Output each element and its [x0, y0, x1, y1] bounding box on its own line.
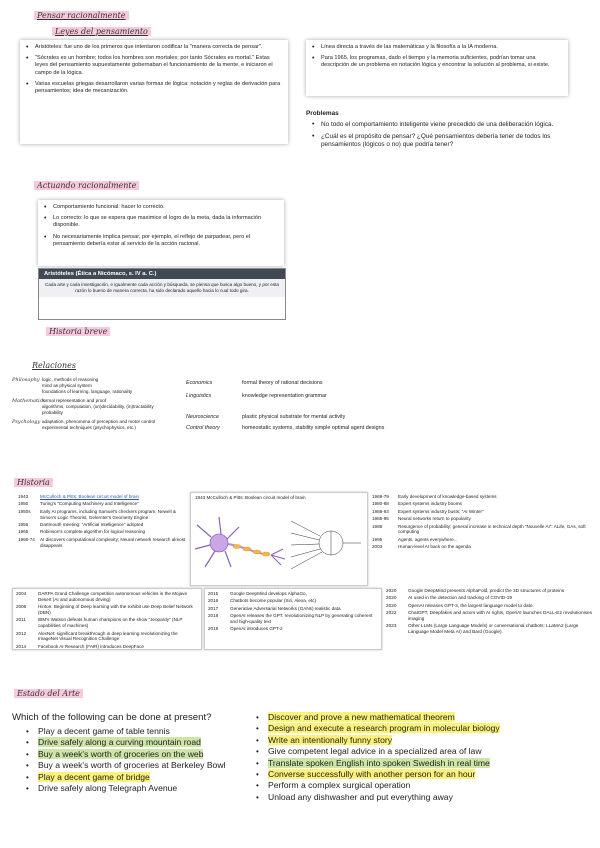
timeline-entry: 2016 Chatbots become popular (Siri, Alexa, etc) [208, 598, 317, 604]
timeline-entry: 1988 Resurgence of probability; general increase in technical depth "Nouvelle AI": ALife, GAs, soft computing [372, 523, 586, 535]
estado-item: • Play a decent game of bridge [26, 772, 256, 783]
relacion-mathematics: Mathematics formal representation and proof algorithms, computation, (un)decidability, (in)tractability probability [12, 398, 154, 415]
estado-item: • Give competent legal advice in a specialized area of law [256, 746, 596, 757]
relacion-psychology: Psychology adaptation, phenomena of perception and motor control experimental techniques (psychophysics, etc.) [12, 419, 156, 430]
heading-pensar-racionalmente: Pensar racionalmente [34, 11, 129, 20]
leyes-left-item: • Varias escuelas griegas desarrollaron varias formas de lógica: notación y reglas de derivación para pensamientos; idea de mecanización. [26, 81, 282, 95]
timeline-entry: 2018 OpenAI releases the GPT. revolutionizing NLP by generating coherent and high-quality text [208, 613, 373, 624]
timeline-entry: 2011 IBM's Watson defeats human champions on the show "Jeopardy" (NLP capabilities of machines) [16, 617, 183, 629]
estado-item: • Buy a week's worth of groceries on the web [26, 749, 256, 760]
estado-item: • Play a decent game of table tennis [26, 726, 256, 737]
neuron-slide [190, 492, 368, 586]
recent-timeline-c [386, 588, 592, 654]
actuar-item: • No necesariamente implica pensar, por ejemplo, el reflejo de parpadear, pero el pensamiento debería estar al servicio de la acción racional. [44, 234, 278, 248]
leyes-left-item: • "Sócrates es un hombre; todos los hombres son mortales; por tanto Sócrates es mortal." Estas leyes del pensamiento supuestamente gobernaban el funcionamiento de la mente, e iniciaron el campo de la lógica. [26, 55, 282, 77]
timeline-entry: 1980-88 Expert systems industry booms [372, 501, 462, 507]
timeline-entry: 2004 DARPA Grand Challenge competition autonomous vehicles in the Mojave Desert (AI and autonomous driving) [16, 591, 188, 602]
timeline-entry: 2020 AI used in the detection and tracking of COVID-19 [386, 595, 512, 601]
timeline-entry: 1943 McCulloch & Pitts: Boolean circuit model of brain [18, 494, 140, 499]
relacion-neuroscience: Neuroscience plastic physical substrate for mental activity [186, 414, 346, 420]
leyes-right-panel [306, 40, 568, 96]
estado-item: • Design and execute a research program in molecular biology [256, 723, 596, 734]
estado-item: • Buy a week's worth of groceries at Berkeley Bowl [26, 760, 256, 771]
relaciones-left [12, 377, 187, 431]
actuar-item: • Comportamiento funcional: hacer lo correcto. [44, 204, 278, 211]
heading-estado-del-arte: Estado del Arte [14, 689, 83, 698]
problemas-item: • No todo el comportamiento inteligente viene precedido de una deliberación lógica. [312, 121, 568, 129]
problemas-item: • ¿Cuál es el propósito de pensar? ¿Qué pensamientos debería tener de todos los pensamientos (lógicos o no) que podría tener? [312, 133, 568, 149]
timeline-entry: 1950 Turing's "Computing Machinery and Intelligence" [18, 501, 139, 507]
relacion-economics: Economics formal theory of rational decisions [186, 380, 323, 386]
leyes-left-panel [20, 40, 288, 144]
timeline-entry: 2019 OpenAI introduces GPT-2 [208, 626, 283, 632]
timeline-entry: 2012 AlexNet: significant breakthrough in deep learning revolutionizing the ImageNet Visual Recognition Challenge [16, 630, 178, 642]
timeline-left [18, 494, 188, 550]
timeline-entry: 1969-79 Early development of knowledge-based systems [372, 494, 497, 499]
quote-text: Cada arte y cada investigación, e igualmente cada acción y búsqueda, se piensa que busca algo bueno, y por esta razón lo bueno de manera correcta, ha sido declarado aquello hacia lo cual todo gira. [39, 279, 285, 297]
neuron-slide-title: 1943 McCulloch & Pitts: Boolean circuit model of brain [195, 495, 306, 500]
timeline-entry: 1956 Dartmouth meeting: "Artificial Intelligence" adopted [18, 521, 144, 527]
actuar-item: • Lo correcto: lo que se espera que maximice el logro de la meta, dada la información disponible. [44, 215, 278, 229]
timeline-entry: 2014 Facebook AI Research (FAIR) introduces DeepFace [16, 643, 144, 649]
estado-item: • Write an intentionally funny story [256, 735, 596, 746]
relaciones-right [186, 380, 386, 432]
estado-right-list [256, 712, 596, 803]
timeline-right [372, 494, 592, 552]
timeline-entry: 2015 Google DeepMind develops AlphaGo, [208, 591, 307, 596]
timeline-entry: 1995 Agents, agents everywhere... [372, 536, 458, 542]
timeline-entry: 1950s Early AI programs, including Samuel's checkers program, Newell & Simon's Logic Theorist, Gelernter's Geometry Engine [18, 508, 176, 520]
heading-historia-breve: Historia breve [46, 327, 110, 336]
quote-box [38, 268, 286, 320]
timeline-entry: 1988-93 Expert systems industry busts: "AI Winter" [372, 508, 484, 514]
relacion-linguistics: Linguistics knowledge representation grammar [186, 393, 327, 399]
quote-header: Aristóteles (Ética a Nicómaco, s. IV a. C.) [39, 269, 285, 279]
timeline-entry: 2017 Generative Adversarial Networks (GANs) realistic data [208, 605, 341, 611]
timeline-entry: 2022 ChatGPT, Deepfakes and actors with AI rights, OpenAI launches DALL-E2 revolutionises imaging [386, 610, 592, 621]
estado-left-list [26, 726, 256, 794]
timeline-entry: 1965 Robinson's complete algorithm for logical reasoning [18, 529, 146, 535]
leyes-left-item: • Aristóteles: fue uno de los primeros que intentaron codificar la "manera correcta de pensar". [26, 44, 282, 51]
heading-historia: Historia [14, 478, 53, 487]
estado-item: • Converse successfully with another person for an hour [256, 769, 596, 780]
relacion-control-theory: Control theory homeostatic systems, stability simple optimal agent designs [186, 425, 385, 431]
estado-item: • Discover and prove a new mathematical theorem [256, 712, 596, 723]
problemas-title: Problemas [306, 110, 339, 117]
leyes-right-item: • Para 1965, los programas, dado el tiempo y la memoria suficientes, podrían tomar una descripción de un problema en notación lógica y encontrar la solución al problema, si existe. [312, 55, 562, 69]
timeline-entry: 2020 OpenAI releases GPT-3, the largest language model to date. [386, 602, 534, 608]
estado-question: Which of the following can be done at present? [12, 712, 212, 723]
timeline-entry: 2003 Human-level AI back on the agenda [372, 544, 471, 550]
recent-timeline-a [12, 588, 202, 650]
timeline-entry: 2023 Other LLMs (Large Language Models) or conversational chatbots: LLaMA2 (Large Language Model Meta AI) and Bard (Google). [386, 623, 579, 635]
leyes-right-item: • Línea directa a través de las matemáticas y la filosofía a la IA moderna. [312, 44, 562, 51]
neuron-cell-icon [195, 517, 285, 567]
neuron-illustration [191, 503, 367, 581]
timeline-entry: 1966-74 AI discovers computational complexity; Neural network research almost disappears [18, 536, 186, 548]
estado-item: • Perform a complex surgical operation [256, 780, 596, 791]
estado-item: • Drive safely along a curving mountain road [26, 737, 256, 748]
estado-item: • Translate spoken English into spoken Swedish in real time [256, 758, 596, 769]
perceptron-diagram-icon [291, 521, 361, 569]
relacion-philosophy: Philosophy logic, methods of reasoning mind as physical system foundations of learning, language, rationality [12, 377, 133, 394]
problemas-section [306, 110, 568, 153]
timeline-entry: 1985-95 Neural networks return to popularity [372, 516, 471, 522]
estado-item: • Unload any dishwasher and put everything away [256, 792, 596, 803]
actuar-panel [38, 200, 284, 266]
heading-actuar-racionalmente: Actuando racionalmente [34, 181, 139, 190]
timeline-entry: 2006 Hinton: Beginning of Deep learning with the exhibit use Deep Belief Network (DBN) [16, 604, 193, 615]
heading-leyes-pensamiento: Leyes del pensamiento [52, 27, 151, 36]
recent-timeline-b [204, 588, 382, 650]
timeline-entry: 2020 Google DeepMind presents AlphaFold, predict the 3D structures of proteins [386, 588, 565, 593]
estado-item: • Drive safely along Telegraph Avenue [26, 783, 256, 794]
heading-relaciones: Relaciones [32, 361, 76, 370]
